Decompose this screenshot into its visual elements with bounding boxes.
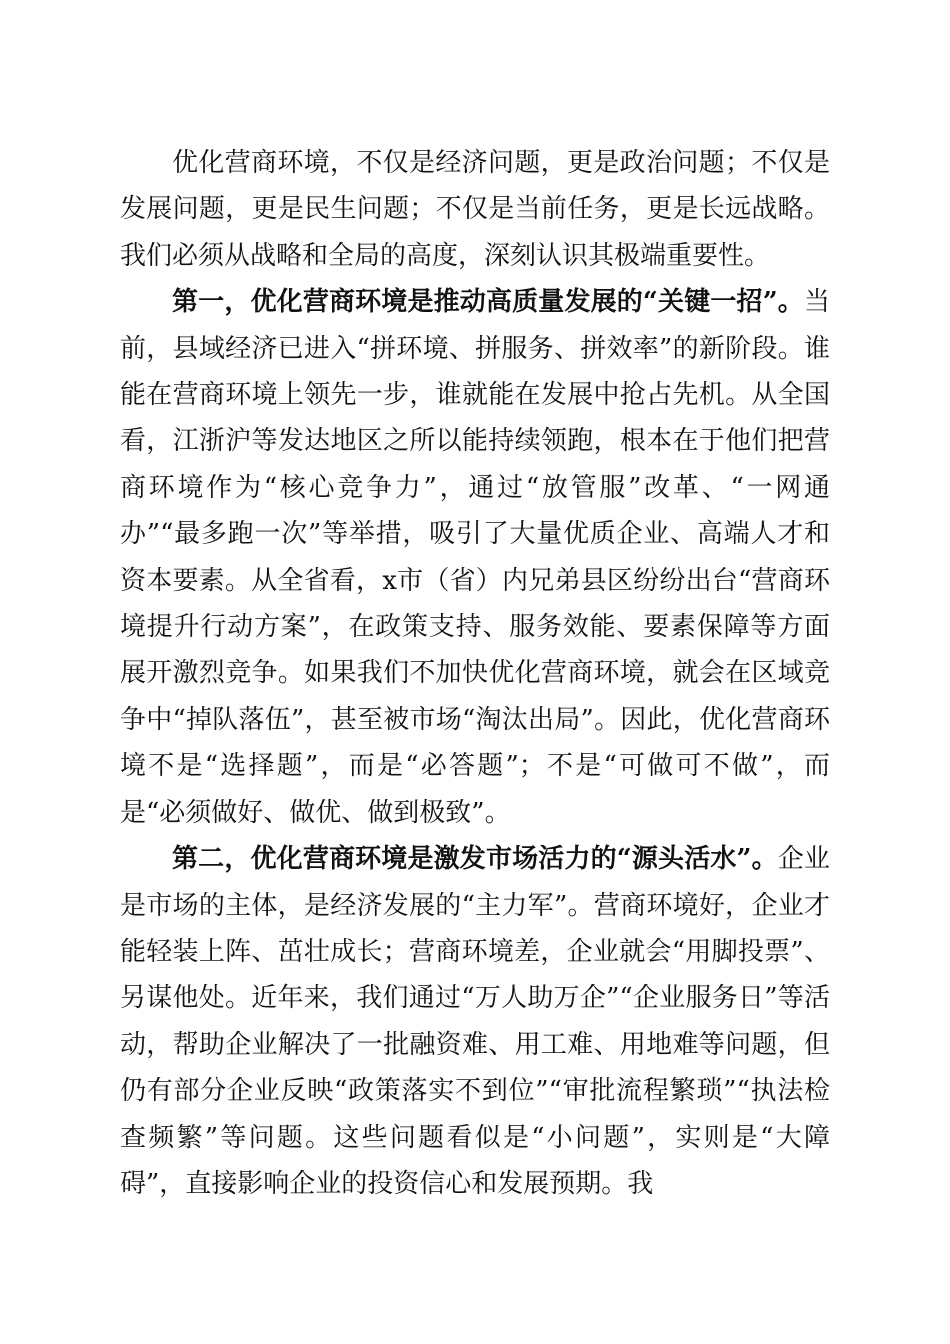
- paragraph-point-one-heading: 第一，优化营商环境是推动高质量发展的“关键一招”。: [172, 287, 804, 318]
- paragraph-point-two: [120, 836, 830, 1207]
- paragraph-point-two-text: 企业是市场的主体，是经济发展的“主力军”。营商环境好，企业才能轻装上阵、茁壮成长；营商环境差，企业就会“用脚投票”、另谋他处。近年来，我们通过“万人助万企”“企业服务日”等活动，帮助企业解决了一批融资难、用工难、用地难等问题，但仍有部分企业反映“政策落实不到位”“审批流程繁琐”“执法检查频繁”等问题。这些问题看似是“小问题”，实则是“大障碍”，直接影响企业的投资信心和发展预期。我: [120, 844, 830, 1199]
- paragraph-intro: [120, 140, 830, 279]
- paragraph-point-one: [120, 279, 830, 836]
- paragraph-point-one-text: 当前，县域经济已进入“拼环境、拼服务、拼效率”的新阶段。谁能在营商环境上领先一步，谁就能在发展中抢占先机。从全国看，江浙沪等发达地区之所以能持续领跑，根本在于他们把营商环境作为“核心竞争力”，通过“放管服”改革、“一网通办”“最多跑一次”等举措，吸引了大量优质企业、高端人才和资本要素。从全省看，x市（省）内兄弟县区纷纷出台“营商环境提升行动方案”，在政策支持、服务效能、要素保障等方面展开激烈竞争。如果我们不加快优化营商环境，就会在区域竞争中“掉队落伍”，甚至被市场“淘汰出局”。因此，优化营商环境不是“选择题”，而是“必答题”；不是“可做可不做”，而是“必须做好、做优、做到极致”。: [120, 287, 830, 828]
- paragraph-point-two-heading: 第二，优化营商环境是激发市场活力的“源头活水”。: [172, 844, 778, 875]
- paragraph-intro-text: 优化营商环境，不仅是经济问题，更是政治问题；不仅是发展问题，更是民生问题；不仅是当前任务，更是长远战略。我们必须从战略和全局的高度，深刻认识其极端重要性。: [120, 148, 830, 271]
- document-body: [120, 140, 830, 1207]
